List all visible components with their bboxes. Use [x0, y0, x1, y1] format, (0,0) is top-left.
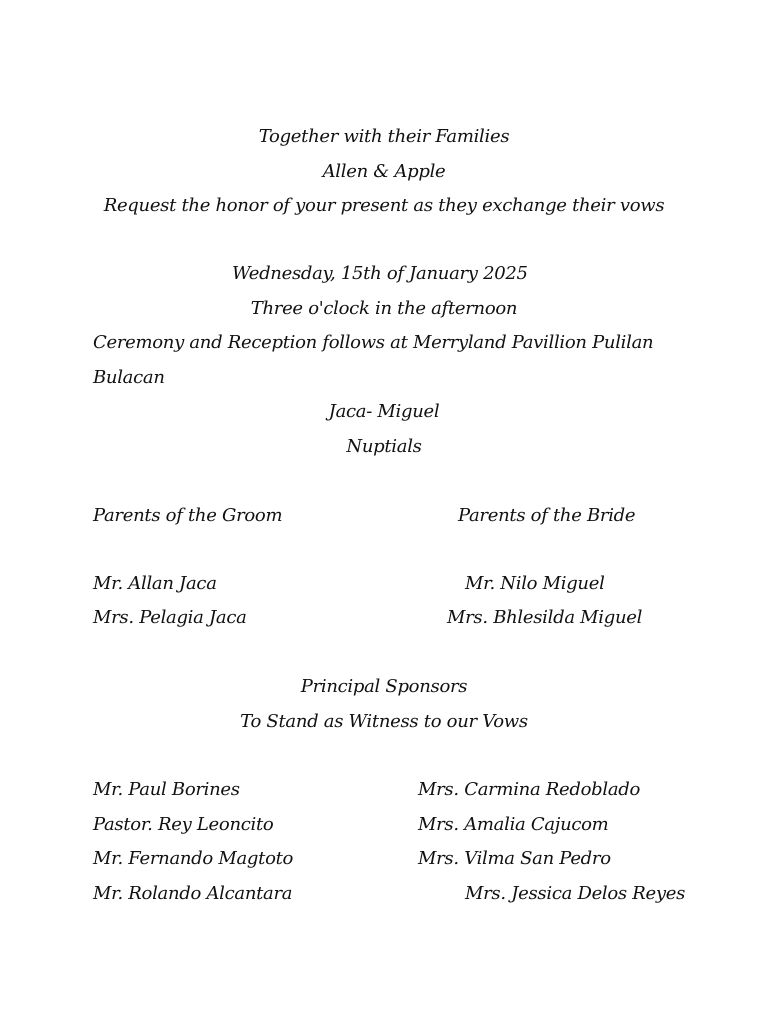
sponsor-left-4: Mr. Rolando Alcantara: [93, 883, 293, 904]
bride-mother: Mrs. Bhlesilda Miguel: [447, 607, 643, 628]
sponsors-subheading: To Stand as Witness to our Vows: [240, 711, 528, 732]
sponsor-left-3: Mr. Fernando Magtoto: [93, 848, 294, 869]
families-line: Jaca- Miguel: [328, 401, 440, 422]
venue-line-2: Bulacan: [93, 367, 165, 388]
sponsor-right-3: Mrs. Vilma San Pedro: [418, 848, 611, 869]
intro-line: Together with their Families: [258, 126, 510, 147]
bride-father: Mr. Nilo Miguel: [465, 573, 605, 594]
sponsor-left-1: Mr. Paul Borines: [93, 779, 240, 800]
event-date: Wednesday, 15th of January 2025: [232, 263, 528, 284]
sponsor-right-2: Mrs. Amalia Cajucom: [418, 814, 609, 835]
request-line: Request the honor of your present as they exchange their vows: [103, 195, 665, 216]
sponsor-left-2: Pastor. Rey Leoncito: [93, 814, 274, 835]
sponsors-heading: Principal Sponsors: [300, 676, 468, 697]
sponsor-right-1: Mrs. Carmina Redoblado: [418, 779, 641, 800]
event-time: Three o'clock in the afternoon: [250, 298, 518, 319]
groom-parents-heading: Parents of the Groom: [93, 505, 283, 526]
bride-parents-heading: Parents of the Bride: [458, 505, 636, 526]
groom-mother: Mrs. Pelagia Jaca: [93, 607, 247, 628]
venue-line-1: Ceremony and Reception follows at Merryland Pavillion Pulilan: [93, 332, 654, 353]
groom-father: Mr. Allan Jaca: [93, 573, 217, 594]
sponsor-right-4: Mrs. Jessica Delos Reyes: [465, 883, 686, 904]
couple-names: Allen & Apple: [322, 161, 446, 182]
nuptials-line: Nuptials: [346, 436, 422, 457]
